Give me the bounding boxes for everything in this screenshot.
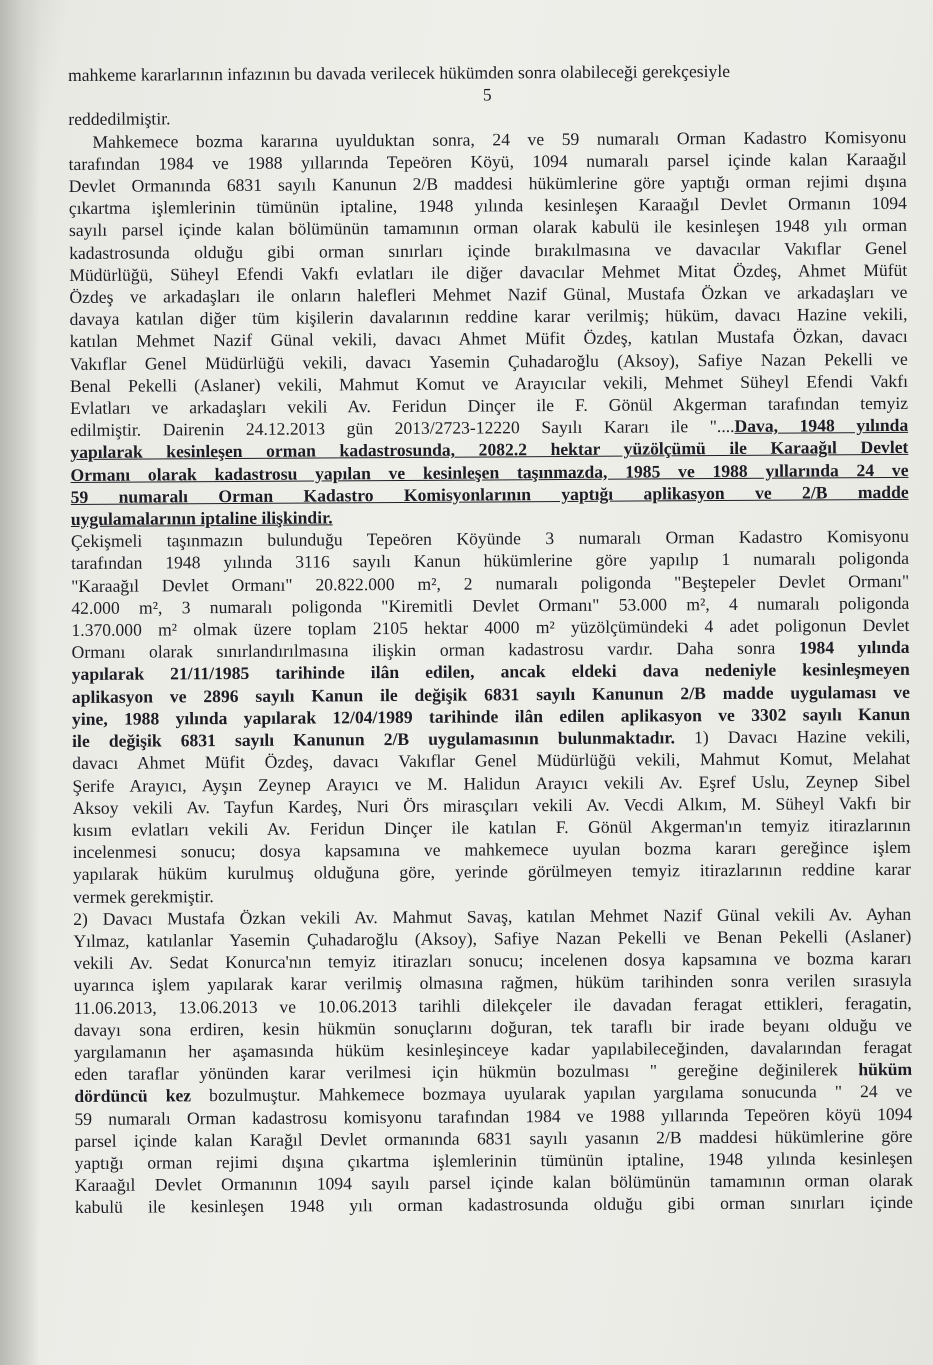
- text-run: edilmiştir. Dairenin 24.12.2013 gün 2013/2723-12220 Sayılı Kararı ile "....: [70, 416, 735, 441]
- text-run: kadastrosunda olduğu gibi orman sınırları içinde bırakılmasına ve davacılar Vakıflar Genel: [69, 237, 908, 263]
- underlined-bold-text: yapılarak kesinleşen orman kadastrosunda, 2082.2 hektar yüzölçümü ile Karaağıl Devlet: [70, 437, 909, 463]
- text-run: eden taraflar yönünden karar verilmesi için hükmün bozulması " gereğine değinilerek: [74, 1059, 859, 1085]
- text-run: 5: [482, 84, 492, 105]
- text-run: Şerife Arayıcı, Ayşın Zeynep Arayıcı ve M. Halidun Arayıcı vekili Av. Eşref Uslu, Zeynep Sibel: [72, 770, 911, 796]
- bold-text: aplikasyon ve 2896 sayılı Kanun ile değişik 6831 sayılı Kanunun 2/B madde uygulaması ve: [71, 681, 910, 707]
- document-body: [68, 59, 913, 1219]
- text-run: Devlet Ormanında 6831 sayılı Kanunun 2/B maddesi hükümlerine göre yaptığı orman rejimi dışına: [68, 170, 907, 197]
- text-run: mahkeme kararlarının infazının bu davada verilecek hükümden sonra olabileceği gerekçesiyle: [68, 60, 731, 85]
- underlined-bold-text: Ormanı olarak kadastrosu yapılan ve kesinleşen taşınmazda, 1985 ve 1988 yıllarında 24 ve: [70, 459, 909, 485]
- text-run: incelenmesi sonucu; dosya kapsamına ve mahkemece uyulan bozma kararı gereğince işlem: [72, 836, 911, 863]
- page-fold-shadow: [0, 0, 40, 1365]
- bold-text: yine, 1988 yılında yapılarak 12/04/1989 tarihinde ilân edilen aplikasyon ve 3302 sayılı Kanun: [71, 703, 911, 729]
- text-run: tarafından 1984 ve 1988 yıllarında Tepeören Köyü, 1094 numaralı parsel içinde kalan Karaağıl: [68, 148, 907, 174]
- text-run: katılan Mehmet Nazif Günal vekili, davacı Ahmet Müfit Özdeş, katılan Mustafa Özkan, davacı: [69, 326, 908, 352]
- text-line: [75, 1191, 913, 1218]
- text-run: Karaağıl Devlet Ormanının 1094 sayılı parsel içinde kalan bölümünün tamamının orman olarak: [74, 1170, 913, 1196]
- text-run: davacı Ahmet Müfit Özdeş, davacı Vakıflar Genel Müdürlüğü vekili, Mahmut Komut, Melahat: [72, 748, 911, 774]
- text-run: Evlatları ve arkadaşları vekili Av. Feridun Dinçer ile F. Gönül Akgerman tarafından temyiz: [70, 392, 909, 419]
- text-run: 59 numaralı Orman kadastrosu komisyonu tarafından 1984 ve 1988 yıllarında Tepeören köyü 1094: [74, 1103, 913, 1129]
- text-run: bozulmuştur. Mahkemece bozmaya uyularak yapılan yargılama sonucunda " 24 ve: [191, 1081, 913, 1106]
- text-run: Mahkemece bozma kararına uyulduktan sonra, 24 ve 59 numaralı Orman Kadastro Komisyonu: [92, 126, 907, 152]
- bold-text: yapılarak 21/11/1985 tarihinde ilân edilen, ancak eldeki dava nedeniyle kesinleşmeyen: [71, 659, 910, 685]
- underlined-bold-text: 59 numaralı Orman Kadastro Komisyonlarının yaptığı aplikasyon ve 2/B madde: [70, 481, 909, 507]
- text-run: Çekişmeli taşınmazın bulunduğu Tepeören Köyünde 3 numaralı Orman Kadastro Komisyonu: [70, 526, 909, 552]
- text-run: tarafından 1948 yılında 3116 sayılı Kanun hükümlerine göre yapılıp 1 numaralı poligonda: [70, 548, 910, 574]
- text-run: Vakıflar Genel Müdürlüğü vekili, davacı Yasemin Çuhadaroğlu (Aksoy), Safiye Nazan Pekelli ve: [69, 348, 908, 374]
- text-run: yapılarak hüküm kurulmuş olduğuna göre, yerinde görülmeyen temyiz itirazlarının reddine karar: [72, 859, 911, 885]
- text-run: parsel içinde kalan Karağıl Devlet ormanında 6831 sayılı yasanın 2/B maddesi hükümlerine göre: [74, 1125, 913, 1151]
- text-run: 1) Davacı Hazine vekili,: [674, 725, 911, 748]
- bold-text: dördüncü kez: [74, 1085, 192, 1107]
- text-run: Özdeş ve arkadaşları ile onların halefleri Mehmet Nazif Günal, Mustafa Özkan ve arkadaşları ve: [69, 281, 908, 308]
- text-run: Aksoy vekili Av. Tayfun Kardeş, Nuri Örs mirasçıları vekili Av. Vecdi Alkım, M. Süheyl Vakfı bir: [72, 792, 911, 818]
- text-run: yaptığı orman rejimi dışına çıkartma işlemlerinin tümünün iptaline, 1948 yılında kesinleşen: [74, 1147, 913, 1173]
- underlined-bold-text: uygulamalarının iptaline ilişkindir.: [70, 507, 333, 530]
- text-run: Ormanı olarak sınırlandırılmasına ilişkin orman kadastrosu vardır. Daha sonra: [71, 637, 799, 663]
- text-run: kabulü ile kesinleşen 1948 yılı orman kadastrosunda olduğu gibi orman sınırları içinde: [74, 1192, 914, 1218]
- text-run: çıkartma işlemlerinin tümünün iptaline, 1948 yılında kesinleşen Karaağıl Devlet Ormanın 1094: [68, 193, 907, 219]
- text-run: yargılamanın her aşamasında hüküm kesinleşinceye kadar yapılabileceğinden, davalarından feragat: [73, 1036, 913, 1062]
- bold-text: ile değişik 6831 sayılı Kanunun 2/B uygulamasının bulunmaktadır.: [72, 727, 676, 752]
- text-run: 2) Davacı Mustafa Özkan vekili Av. Mahmut Savaş, katılan Mehmet Nazif Günal vekili Av. Ayhan: [73, 903, 912, 929]
- text-run: "Karaağıl Devlet Ormanı" 20.822.000 m², 2 numaralı poligonda "Beştepeler Devlet Ormanı": [71, 570, 910, 596]
- text-run: kısım evlatları vekili Av. Feridun Dinçer ile katılan F. Gönül Akgerman'ın temyiz itirazlarının: [72, 814, 911, 840]
- text-run: davaya katılan diğer tüm kişilerin davalarının reddine karar verilmiş; hüküm, davacı Hazine vekili,: [69, 304, 908, 330]
- text-run: Müdürlüğü, Süheyl Efendi Vakfı evlatları ile diğer davacılar Mehmet Mitat Özdeş, Ahmet Müfüt: [69, 259, 908, 285]
- text-run: Yılmaz, katılanlar Yasemin Çuhadaroğlu (Aksoy), Safiye Nazan Pekelli ve Benan Pekelli (Aslaner): [73, 925, 912, 951]
- bold-text: hüküm: [858, 1059, 913, 1080]
- text-run: sayılı parsel içinde kalan bölümünün tamamının orman olarak kabulü ile kesinleşen 1948 yılı orman: [68, 215, 908, 241]
- bold-text: 1984 yılında: [798, 637, 910, 658]
- text-run: uyarınca işlem yapılarak karar verilmiş olmasına rağmen, hüküm tarihinden sonra verilen sırasıyla: [73, 970, 912, 996]
- text-run: vekili Av. Sedat Konurca'nın temyiz itirazları sonucu; incelenen dosya kapsamına ve bozma kararı: [73, 947, 912, 974]
- underlined-bold-text: Dava, 1948 yılında: [734, 415, 909, 437]
- text-run: Benal Pekelli (Aslaner) vekili, Mahmut Komut ve Arayıcılar vekili, Mehmet Süheyl Efendi Vakfı: [69, 370, 909, 396]
- text-run: 11.06.2013, 13.06.2013 ve 10.06.2013 tarihli dilekçeler ile davadan feragat ettikleri, feragatin,: [73, 992, 912, 1018]
- text-run: davayı sona erdiren, kesin hükmün sonuçlarını doğuran, tek taraflı bir irade beyanı olduğu ve: [73, 1014, 912, 1040]
- text-run: 42.000 m², 3 numaralı poligonda "Kiremitli Devlet Ormanı" 53.000 m², 4 numaralı poligonda: [71, 592, 910, 618]
- text-run: vermek gerekmiştir.: [73, 885, 214, 907]
- text-run: reddedilmiştir.: [68, 108, 171, 130]
- text-run: 1.370.000 m² olmak üzere toplam 2105 hektar 4000 m² yüzölçümündeki 4 adet poligonun Devlet: [71, 614, 910, 641]
